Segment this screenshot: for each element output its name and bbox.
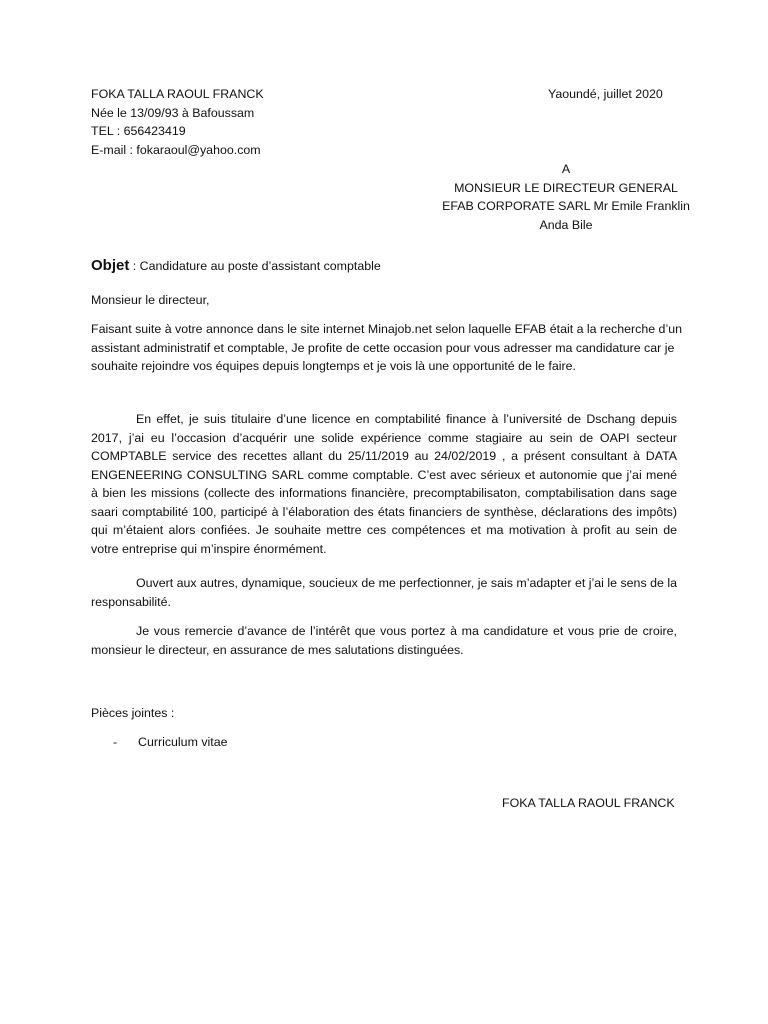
object-text: : Candidature au poste d’assistant comptable — [129, 259, 381, 273]
recipient-line-1: MONSIEUR LE DIRECTEUR GENERAL — [454, 180, 678, 195]
object-label: Objet — [91, 257, 130, 274]
letter-date: Yaoundé, juillet 2020 — [548, 87, 663, 101]
signature: FOKA TALLA RAOUL FRANCK — [502, 796, 675, 810]
paragraph-closing: Je vous remercie d’avance de l’intérêt que vous portez à ma candidature et vous prie de croire, monsieur le directeur, en assurance de mes salutations distinguées. — [91, 624, 677, 657]
sender-block — [91, 85, 264, 159]
bullet-dash: - — [113, 735, 118, 749]
object-line — [91, 257, 381, 276]
recipient-to: A — [561, 162, 571, 176]
sender-email: E-mail : fokaraoul@yahoo.com — [91, 142, 261, 157]
sender-birth: Née le 13/09/93 à Bafoussam — [91, 105, 255, 120]
attachment-item — [113, 733, 228, 752]
greeting: Monsieur le directeur, — [91, 293, 210, 307]
paragraph-intro: Faisant suite à votre annonce dans le site internet Minajob.net selon laquelle EFAB était a la recherche d’un assistant administratif et comptable, Je profite de cette occasion pour vous adresser ma candidature car je souhaite rejoindre vos équipes depuis longtemps et je vois là une opportunité de le faire. — [91, 322, 682, 373]
attachments-label: Pièces jointes : — [91, 706, 175, 720]
sender-name: FOKA TALLA RAOUL FRANCK — [91, 87, 264, 101]
recipient-line-2: EFAB CORPORATE SARL Mr Emile Franklin — [442, 199, 690, 213]
paragraph-experience: En effet, je suis titulaire d’une licence en comptabilité finance à l’université de Dschang depuis 2017, j’ai eu l’occasion d’acquérir une solide expérience comme stagiaire au sein de OAPI secteur COMPTABLE service des recettes allant du 25/11/2019 au 24/02/2019 , a présent consultant à DATA ENGENEERING CONSULTING SARL comme comptable. C’est avec sérieux et autonomie que j’ai mené à bien les missions (collecte des informations financière, precomptabilisaton, comptabilisation dans sage saari comptabilité 100, participé à l’élaboration des états financiers de synthèse, déclarations des impôts) qui m’étaient alors confiées. Je souhaite mettre ces compétences et ma motivation à profit au sein de votre entreprise qui m’inspire énormément. — [91, 412, 677, 556]
attachment-item-label: Curriculum vitae — [138, 735, 228, 749]
sender-tel: TEL : 656423419 — [91, 124, 186, 138]
recipient-line-3: Anda Bile — [539, 217, 593, 232]
paragraph-qualities: Ouvert aux autres, dynamique, soucieux de me perfectionner, je sais m’adapter et j’ai le sens de la responsabilité. — [91, 576, 677, 609]
recipient-block — [380, 160, 752, 234]
